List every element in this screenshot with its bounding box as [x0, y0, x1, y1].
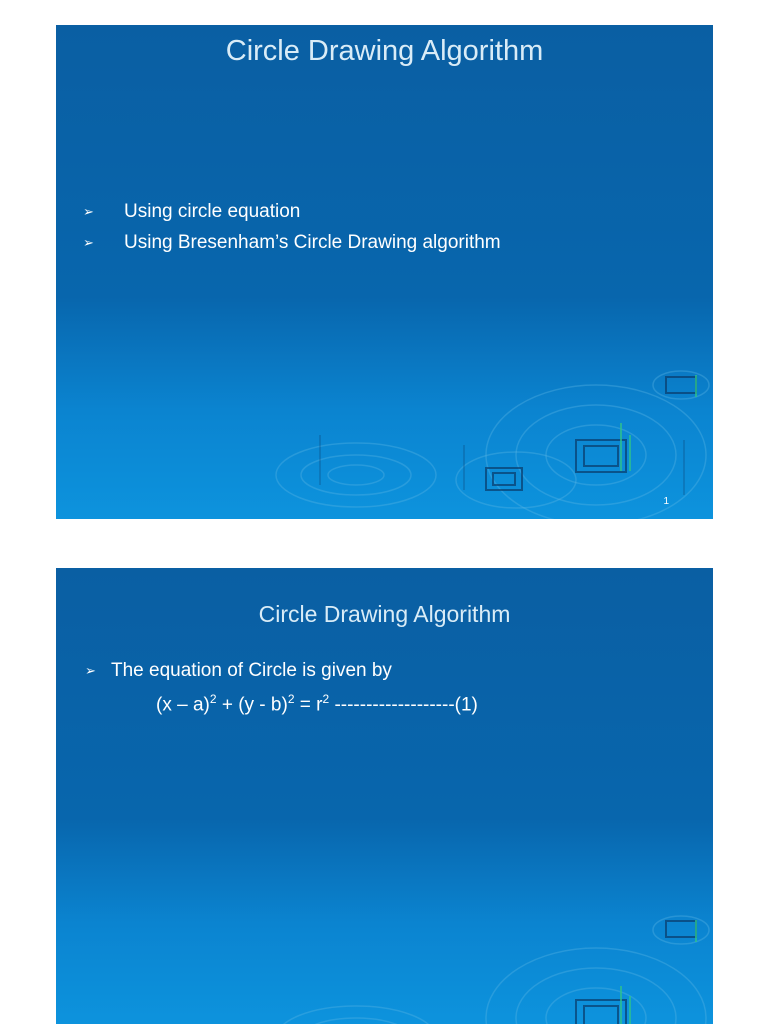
- bullet-text: Using circle equation: [124, 201, 301, 222]
- list-item: [56, 231, 713, 262]
- equation-exponent: 2: [322, 692, 330, 706]
- equation-part: (x – a): [156, 694, 210, 716]
- arrow-bullet-icon: ➢: [83, 204, 94, 219]
- arrow-bullet-icon: ➢: [85, 663, 96, 678]
- water-ripple-decoration: [56, 25, 713, 519]
- bullet-list: [56, 659, 713, 690]
- slide-title: Circle Drawing Algorithm: [258, 601, 511, 627]
- slide-2: [56, 568, 713, 1024]
- equation-exponent: 2: [209, 692, 217, 706]
- equation-part: -------------------(1): [329, 694, 478, 716]
- equation-exponent: 2: [287, 692, 295, 706]
- arrow-bullet-icon: ➢: [83, 235, 94, 250]
- slide-1: [56, 25, 713, 519]
- circle-equation: [156, 692, 478, 716]
- bullet-list: [56, 200, 713, 262]
- bullet-text: Using Bresenham’s Circle Drawing algorithm: [124, 232, 501, 253]
- slide-number: 1: [663, 496, 669, 507]
- list-item: [56, 200, 713, 231]
- list-item: [56, 659, 713, 690]
- water-ripple-decoration: [56, 568, 713, 1024]
- bullet-text: The equation of Circle is given by: [111, 660, 392, 681]
- slide-title: Circle Drawing Algorithm: [225, 35, 544, 67]
- equation-part: = r: [294, 694, 323, 716]
- equation-part: + (y - b): [216, 694, 288, 716]
